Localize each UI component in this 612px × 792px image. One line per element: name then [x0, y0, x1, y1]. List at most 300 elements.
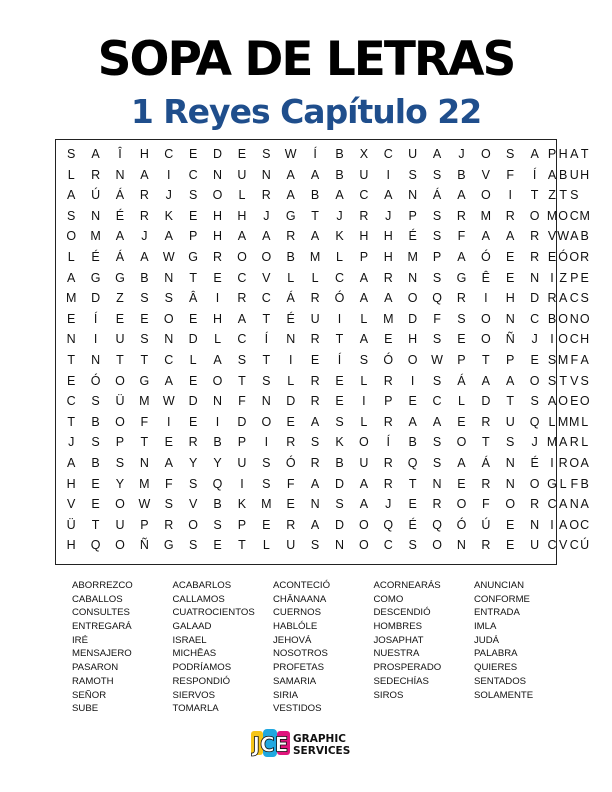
grid-cell: O	[505, 497, 516, 512]
grid-cell: S	[115, 455, 125, 470]
grid-cell: G	[163, 538, 174, 553]
grid-cell: A	[359, 291, 369, 306]
grid-cell: D	[91, 291, 101, 306]
grid-cell: C	[569, 291, 579, 306]
grid-cell: C	[530, 311, 540, 326]
grid-cell: H	[408, 332, 418, 347]
logo-mark	[251, 729, 290, 757]
grid-cell: O	[212, 188, 223, 203]
grid-cell: A	[384, 188, 393, 203]
grid-cell: M	[261, 497, 272, 512]
grid-cell: G	[547, 476, 557, 491]
grid-cell: O	[558, 208, 568, 223]
grid-cell: E	[384, 332, 393, 347]
grid-cell: E	[237, 147, 247, 161]
grid-cell: T	[116, 352, 124, 367]
word-list-item: HOMBRES	[373, 621, 423, 633]
grid-cell: Ê	[481, 270, 490, 285]
word-list-item: PODRÍAMOS	[172, 662, 232, 674]
grid-cell: T	[335, 332, 344, 347]
word-list-item: CABALLOS	[72, 593, 123, 605]
grid-cell: A	[506, 373, 515, 388]
grid-cell: O	[261, 249, 272, 264]
jce-graphic-services-logo	[250, 726, 362, 762]
grid-cell: S	[335, 414, 344, 429]
grid-cell: B	[547, 311, 557, 326]
word-list-item: COMO	[373, 593, 404, 605]
grid-cell: S	[432, 270, 442, 285]
grid-cell: N	[530, 517, 540, 532]
grid-cell: G	[139, 373, 150, 388]
grid-cell: V	[481, 167, 490, 182]
grid-cell: O	[569, 517, 580, 532]
grid-cell: P	[237, 435, 247, 450]
grid-cell: E	[506, 538, 515, 553]
grid-cell: R	[310, 455, 320, 470]
grid-cell: S	[262, 373, 271, 388]
grid-cell: R	[383, 414, 393, 429]
grid-cell: N	[505, 311, 515, 326]
grid-cell: E	[547, 249, 557, 264]
grid-cell: C	[66, 394, 76, 409]
grid-cell: É	[286, 311, 295, 326]
grid-cell: A	[432, 147, 442, 161]
grid-cell: T	[140, 352, 149, 367]
grid-cell: P	[457, 352, 466, 367]
grid-cell: Á	[481, 455, 490, 470]
letter-grid	[59, 144, 590, 556]
word-list-item: ACONTECIÓ	[273, 580, 331, 591]
grid-cell: D	[188, 332, 198, 347]
grid-cell: P	[432, 249, 442, 264]
grid-cell: R	[383, 476, 393, 491]
grid-cell: O	[569, 455, 580, 470]
grid-cell: R	[530, 497, 540, 512]
grid-cell: U	[530, 538, 540, 553]
word-list-item: RESPONDIÓ	[172, 675, 231, 687]
grid-cell: D	[530, 291, 540, 306]
grid-cell: O	[212, 373, 223, 388]
grid-cell: S	[262, 455, 271, 470]
word-list-item: SIROS	[373, 689, 404, 701]
grid-cell: N	[139, 455, 149, 470]
grid-cell: L	[67, 249, 75, 264]
grid-cell: F	[286, 476, 295, 491]
grid-cell: B	[91, 455, 100, 470]
grid-cell: S	[530, 394, 539, 409]
grid-cell: T	[580, 147, 589, 161]
grid-cell: B	[140, 270, 149, 285]
grid-cell: Ü	[66, 517, 76, 532]
grid-cell: C	[237, 270, 247, 285]
grid-cell: T	[262, 352, 271, 367]
grid-cell: O	[529, 476, 540, 491]
grid-cell: E	[188, 147, 198, 161]
grid-cell: E	[286, 497, 295, 512]
grid-cell: C	[580, 517, 590, 532]
grid-cell: E	[188, 311, 198, 326]
word-list-item: RAMOTH	[72, 675, 114, 687]
grid-cell: S	[140, 332, 149, 347]
grid-cell: Â	[188, 291, 198, 306]
word-list-item: SUBE	[72, 703, 99, 715]
grid-cell: R	[237, 291, 247, 306]
grid-cell: A	[506, 229, 515, 244]
grid-cell: T	[408, 476, 417, 491]
grid-cell: S	[547, 352, 557, 367]
grid-cell: A	[359, 476, 369, 491]
grid-cell: B	[558, 167, 568, 182]
grid-cell: O	[579, 311, 590, 326]
grid-cell: P	[408, 208, 417, 223]
grid-cell: A	[310, 229, 320, 244]
grid-cell: R	[261, 188, 271, 203]
grid-cell: S	[67, 208, 76, 223]
grid-cell: E	[506, 517, 515, 532]
grid-cell: S	[547, 373, 557, 388]
grid-cell: B	[335, 455, 344, 470]
grid-cell: E	[310, 352, 320, 367]
grid-cell: N	[261, 167, 271, 182]
grid-cell: D	[334, 517, 344, 532]
grid-cell: Q	[432, 517, 442, 532]
grid-cell: Ó	[285, 455, 296, 470]
grid-cell: W	[431, 352, 443, 367]
grid-cell: L	[457, 394, 465, 409]
grid-cell: J	[165, 188, 172, 203]
grid-cell: S	[262, 476, 271, 491]
grid-cell: P	[188, 229, 198, 244]
grid-cell: M	[383, 311, 394, 326]
grid-cell: Q	[432, 291, 442, 306]
grid-cell: J	[68, 435, 75, 450]
grid-cell: Ü	[115, 394, 125, 409]
grid-cell: O	[115, 538, 125, 553]
grid-cell: N	[310, 497, 320, 512]
word-list-item: ISRAEL	[172, 634, 207, 646]
grid-cell: Ú	[91, 188, 101, 203]
grid-cell: N	[408, 188, 418, 203]
word-list-item: MENSAJERO	[72, 648, 132, 660]
word-list-item: NUESTRA	[373, 648, 420, 660]
grid-cell: T	[311, 208, 319, 223]
grid-cell: R	[569, 435, 579, 450]
grid-cell: Q	[90, 538, 101, 553]
grid-cell: E	[506, 249, 515, 264]
word-list-item: PASARON	[72, 662, 119, 674]
grid-cell: J	[263, 208, 270, 223]
grid-cell: E	[140, 311, 149, 326]
logo-initials: JCE	[252, 732, 289, 757]
grid-cell: E	[570, 394, 579, 409]
grid-cell: F	[238, 394, 246, 409]
grid-cell: U	[310, 311, 320, 326]
grid-cell: S	[580, 291, 589, 306]
grid-cell: S	[310, 538, 320, 553]
grid-cell: S	[310, 435, 320, 450]
grid-cell: P	[237, 517, 247, 532]
grid-cell: L	[287, 373, 295, 388]
grid-cell: O	[432, 538, 442, 553]
grid-cell: N	[432, 476, 442, 491]
grid-cell: L	[360, 414, 368, 429]
grid-cell: J	[385, 208, 392, 223]
grid-cell: C	[261, 291, 271, 306]
grid-cell: B	[91, 414, 100, 429]
word-list-item: CHÂNAANA	[273, 593, 327, 605]
grid-cell: B	[310, 188, 320, 203]
grid-cell: H	[213, 311, 223, 326]
word-list-item: PROSPERADO	[373, 662, 442, 674]
grid-cell: O	[579, 394, 590, 409]
grid-cell: U	[505, 414, 515, 429]
grid-cell: I	[362, 394, 366, 409]
grid-cell: R	[286, 435, 296, 450]
grid-cell: O	[407, 352, 418, 367]
word-list-item: JOSAPHAT	[373, 634, 424, 646]
grid-cell: E	[91, 476, 100, 491]
word-list-item: SEDECHÍAS	[373, 675, 429, 687]
grid-cell: M	[139, 394, 150, 409]
grid-cell: S	[164, 497, 173, 512]
word-list-item: TOMARLA	[172, 703, 219, 715]
grid-cell: É	[115, 208, 125, 223]
grid-cell: Í	[337, 352, 342, 367]
grid-cell: C	[237, 332, 247, 347]
grid-cell: S	[335, 497, 344, 512]
grid-cell: L	[360, 311, 368, 326]
grid-cell: R	[530, 249, 540, 264]
grid-cell: O	[359, 517, 369, 532]
grid-cell: E	[115, 311, 125, 326]
grid-cell: R	[213, 249, 223, 264]
grid-cell: Z	[559, 270, 567, 285]
grid-cell: É	[530, 455, 539, 470]
word-list-item: SIERVOS	[172, 689, 215, 701]
grid-cell: E	[188, 208, 198, 223]
grid-cell: U	[115, 517, 125, 532]
letter-grid-frame	[55, 139, 590, 565]
grid-cell: O	[456, 497, 467, 512]
grid-cell: A	[580, 497, 589, 512]
grid-cell: I	[264, 435, 269, 450]
grid-cell: F	[457, 229, 466, 244]
grid-cell: C	[383, 147, 393, 161]
grid-cell: A	[547, 394, 557, 409]
grid-cell: N	[408, 270, 418, 285]
grid-cell: L	[238, 188, 246, 203]
grid-cell: R	[310, 291, 320, 306]
grid-cell: E	[188, 414, 198, 429]
grid-cell: O	[66, 229, 77, 244]
grid-cell: O	[115, 373, 125, 388]
grid-cell: E	[457, 476, 466, 491]
grid-cell: I	[508, 188, 512, 203]
word-list-item: ABORREZCO	[72, 580, 133, 591]
grid-cell: L	[581, 435, 589, 450]
grid-cell: M	[579, 208, 590, 223]
grid-cell: O	[569, 249, 580, 264]
word-list-item: IRÉ	[72, 634, 88, 646]
grid-cell: S	[91, 435, 100, 450]
grid-cell: A	[359, 332, 369, 347]
grid-cell: E	[335, 394, 344, 409]
grid-cell: T	[506, 394, 515, 409]
grid-cell: Z	[548, 188, 556, 203]
grid-cell: R	[383, 373, 393, 388]
word-list-item: CONSULTES	[72, 607, 130, 619]
grid-cell: D	[481, 394, 491, 409]
grid-cell: T	[530, 188, 539, 203]
grid-cell: B	[408, 435, 417, 450]
grid-cell: O	[359, 435, 369, 450]
grid-cell: M	[407, 249, 418, 264]
grid-cell: H	[383, 249, 393, 264]
grid-cell: W	[557, 229, 570, 244]
grid-cell: X	[359, 147, 369, 161]
grid-cell: Ó	[383, 352, 394, 367]
grid-cell: V	[558, 538, 568, 553]
grid-cell: A	[530, 147, 539, 161]
grid-cell: J	[531, 435, 538, 450]
grid-cell: I	[167, 414, 171, 429]
grid-cell: F	[482, 497, 490, 512]
grid-cell: C	[547, 497, 557, 512]
grid-cell: S	[580, 373, 589, 388]
grid-cell: N	[164, 332, 174, 347]
grid-cell: T	[238, 538, 246, 553]
grid-cell: Á	[115, 249, 125, 264]
grid-cell: H	[580, 167, 590, 182]
grid-cell: Ñ	[505, 332, 515, 347]
grid-cell: R	[558, 455, 568, 470]
grid-cell: H	[359, 229, 369, 244]
grid-cell: Á	[286, 291, 295, 306]
word-list-item: NOSOTROS	[273, 648, 328, 660]
grid-cell: S	[506, 435, 515, 450]
grid-cell: C	[164, 147, 174, 161]
grid-cell: A	[570, 229, 579, 244]
grid-cell: L	[581, 414, 589, 429]
grid-cell: N	[115, 167, 125, 182]
grid-cell: A	[359, 270, 369, 285]
grid-cell: E	[164, 435, 173, 450]
grid-cell: P	[547, 147, 557, 161]
grid-cell: S	[432, 167, 442, 182]
grid-cell: I	[410, 373, 415, 388]
grid-cell: I	[550, 455, 554, 470]
grid-cell: N	[91, 352, 101, 367]
grid-cell: I	[288, 352, 293, 367]
grid-cell: R	[286, 517, 296, 532]
grid-cell: U	[237, 167, 247, 182]
grid-cell: A	[558, 291, 568, 306]
grid-cell: N	[213, 394, 223, 409]
grid-cell: I	[240, 476, 244, 491]
grid-cell: V	[570, 373, 579, 388]
word-list-item: ANUNCIAN	[474, 580, 525, 591]
grid-cell: A	[359, 497, 369, 512]
grid-cell: A	[213, 352, 222, 367]
grid-cell: S	[457, 311, 466, 326]
grid-cell: H	[558, 147, 568, 161]
grid-cell: O	[480, 311, 491, 326]
grid-cell: C	[569, 332, 579, 347]
word-list-item: CUATROCIENTOS	[172, 607, 255, 619]
grid-cell: R	[310, 373, 320, 388]
grid-cell: A	[408, 414, 417, 429]
grid-cell: N	[505, 455, 515, 470]
grid-cell: L	[336, 249, 343, 264]
word-list-item: IMLA	[474, 621, 497, 633]
grid-cell: O	[188, 517, 199, 532]
grid-cell: S	[359, 352, 369, 367]
grid-cell: I	[215, 414, 220, 429]
grid-cell: N	[213, 167, 223, 182]
grid-cell: N	[66, 332, 76, 347]
grid-cell: I	[550, 332, 554, 347]
grid-cell: T	[559, 373, 567, 388]
grid-cell: L	[548, 414, 556, 429]
word-list-item: CUERNOS	[273, 607, 321, 619]
grid-cell: Ñ	[139, 538, 149, 553]
grid-cell: S	[432, 332, 442, 347]
word-list-item: QUIERES	[474, 662, 518, 674]
grid-cell: D	[286, 394, 296, 409]
grid-cell: S	[262, 147, 271, 161]
grid-cell: S	[408, 538, 417, 553]
grid-cell: R	[456, 291, 466, 306]
word-list	[72, 579, 575, 716]
grid-cell: Ú	[481, 517, 491, 532]
grid-cell: F	[506, 167, 515, 182]
grid-cell: S	[188, 476, 198, 491]
word-list-item: JUDÁ	[474, 634, 500, 646]
word-list-item: SIRIA	[273, 689, 299, 701]
word-list-item: JEHOVÁ	[273, 634, 312, 646]
grid-cell: D	[334, 476, 344, 491]
grid-cell: U	[408, 147, 418, 161]
grid-cell: M	[65, 291, 77, 306]
grid-cell: É	[408, 229, 417, 244]
grid-cell: W	[138, 497, 151, 512]
grid-cell: A	[432, 414, 442, 429]
grid-cell: O	[480, 332, 491, 347]
grid-cell: J	[458, 147, 465, 161]
grid-cell: U	[115, 332, 125, 347]
grid-cell: I	[215, 291, 220, 306]
grid-cell: D	[408, 311, 418, 326]
grid-cell: Ú	[580, 538, 590, 553]
grid-cell: V	[188, 497, 198, 512]
grid-cell: R	[456, 208, 466, 223]
grid-cell: B	[286, 249, 295, 264]
grid-cell: T	[67, 352, 76, 367]
grid-cell: L	[189, 352, 197, 367]
grid-cell: Í	[93, 311, 98, 326]
grid-cell: M	[480, 208, 492, 223]
grid-cell: S	[432, 373, 442, 388]
grid-cell: O	[456, 435, 467, 450]
grid-cell: N	[164, 270, 174, 285]
grid-cell: E	[457, 332, 466, 347]
grid-cell: I	[93, 332, 98, 347]
grid-cell: Z	[116, 291, 124, 306]
grid-cell: A	[262, 229, 271, 244]
grid-cell: T	[91, 517, 100, 532]
grid-cell: Í	[386, 435, 391, 450]
grid-cell: H	[66, 538, 76, 553]
